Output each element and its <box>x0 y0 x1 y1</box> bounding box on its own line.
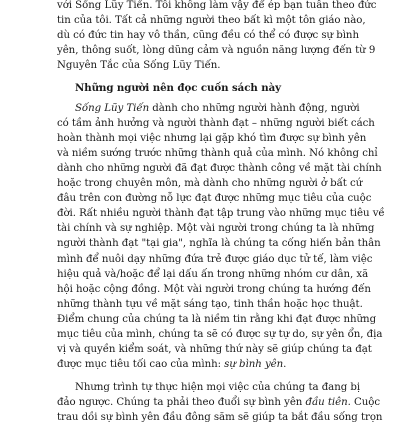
text-line: vị và quyền kiểm soát, và những thứ này sẽ giúp chúng ta đạt <box>57 344 372 356</box>
text-line: yên, thông suốt, lòng dũng cảm và nguồn năng lượng đến từ 9 <box>57 45 376 57</box>
paragraph-target-readers <box>57 101 385 373</box>
text-line: có tầm ảnh hưởng và người thành đạt – những người biết cách <box>57 117 375 129</box>
text-line: người thành đạt "tại gia", nghĩa là chúng ta cống hiến bản thân <box>57 238 381 250</box>
text-span: . <box>283 359 287 371</box>
text-line: đâu trên con đường nỗ lực đạt được những mục tiêu của cuộc <box>57 193 372 205</box>
emphasis-italic: sự bình yên <box>224 359 284 371</box>
spacer <box>57 73 353 81</box>
text-line-partial: trau dồi sự bình yên đầu đông săm sẽ giúp ta bắt đầu sống trọn <box>57 412 383 424</box>
paragraph-reversed-order <box>57 380 383 425</box>
text-line: với Sống Lũy Tiến. Tôi không làm vậy để ép bạn tuân theo đức <box>57 0 377 11</box>
text-span: đảo ngược. Chúng ta phải theo đuổi sự bình yên <box>57 397 306 409</box>
text-line: hoàn thành mọi việc nhưng lại gặp khó tìm được sự bình yên <box>57 132 367 144</box>
text-line: hoặc trong chuyên môn, mà dành cho những người ở bất cứ <box>57 178 363 190</box>
emphasis-italic: đầu tiên <box>305 397 348 409</box>
text-line: đời. Rất nhiều người thành đạt tập trung vào những mục tiêu về <box>57 208 385 220</box>
text-line: dành cho những người đã đạt được thành công về mặt tài chính <box>57 162 382 174</box>
text-span: được mục tiêu tối cao của mình: <box>57 359 225 371</box>
page-text <box>57 0 385 426</box>
text-line <box>57 357 353 372</box>
text-line: Nguyên Tắc của Sống Lũy Tiến. <box>57 60 221 72</box>
text-line: những thành tựu về mặt sáng tạo, tinh thần hoặc học thuật. <box>57 298 363 310</box>
text-span: dành cho những người hành động, người <box>149 102 360 114</box>
text-line: hiệu quả và/hoặc để lại dấu ấn trong những nhóm cư dân, xã <box>57 268 369 280</box>
text-span: . Cuộc <box>347 397 380 409</box>
book-title-italic: Sống Lũy Tiến <box>75 102 150 114</box>
text-line: mục tiêu của mình, chúng ta sẽ có được sự tự do, sự yên ổn, địa <box>57 328 383 340</box>
text-line: tin của tôi. Tất cả những người theo bất kì một tôn giáo nào, <box>57 15 366 27</box>
intro-paragraph <box>57 0 377 73</box>
text-line: và niềm sướng trước những thành quả của mình. Nó không chỉ <box>57 147 378 159</box>
section-heading: Những người nên đọc cuốn sách này <box>75 82 281 95</box>
text-line: Điểm chung của chúng ta là niềm tin rằng khi đạt được những <box>57 313 377 325</box>
spacer <box>57 372 353 380</box>
text-line <box>57 101 360 116</box>
text-line <box>57 395 380 410</box>
text-line: dù có đức tin hay vô thần, cũng đều có thể có được sự bình <box>57 30 359 42</box>
text-line: hội hoặc cộng đồng. Một vài người trong chúng ta hướng đến <box>57 283 371 295</box>
text-line: Nhưng trình tự thực hiện mọi việc của chúng ta đang bị <box>75 382 361 394</box>
text-line: mình để nuôi dạy những đứa trẻ được giáo dục tử tế, làm việc <box>57 253 373 265</box>
text-line: tài chính và sự nghiệp. Một vài người trong chúng ta là những <box>57 223 375 235</box>
